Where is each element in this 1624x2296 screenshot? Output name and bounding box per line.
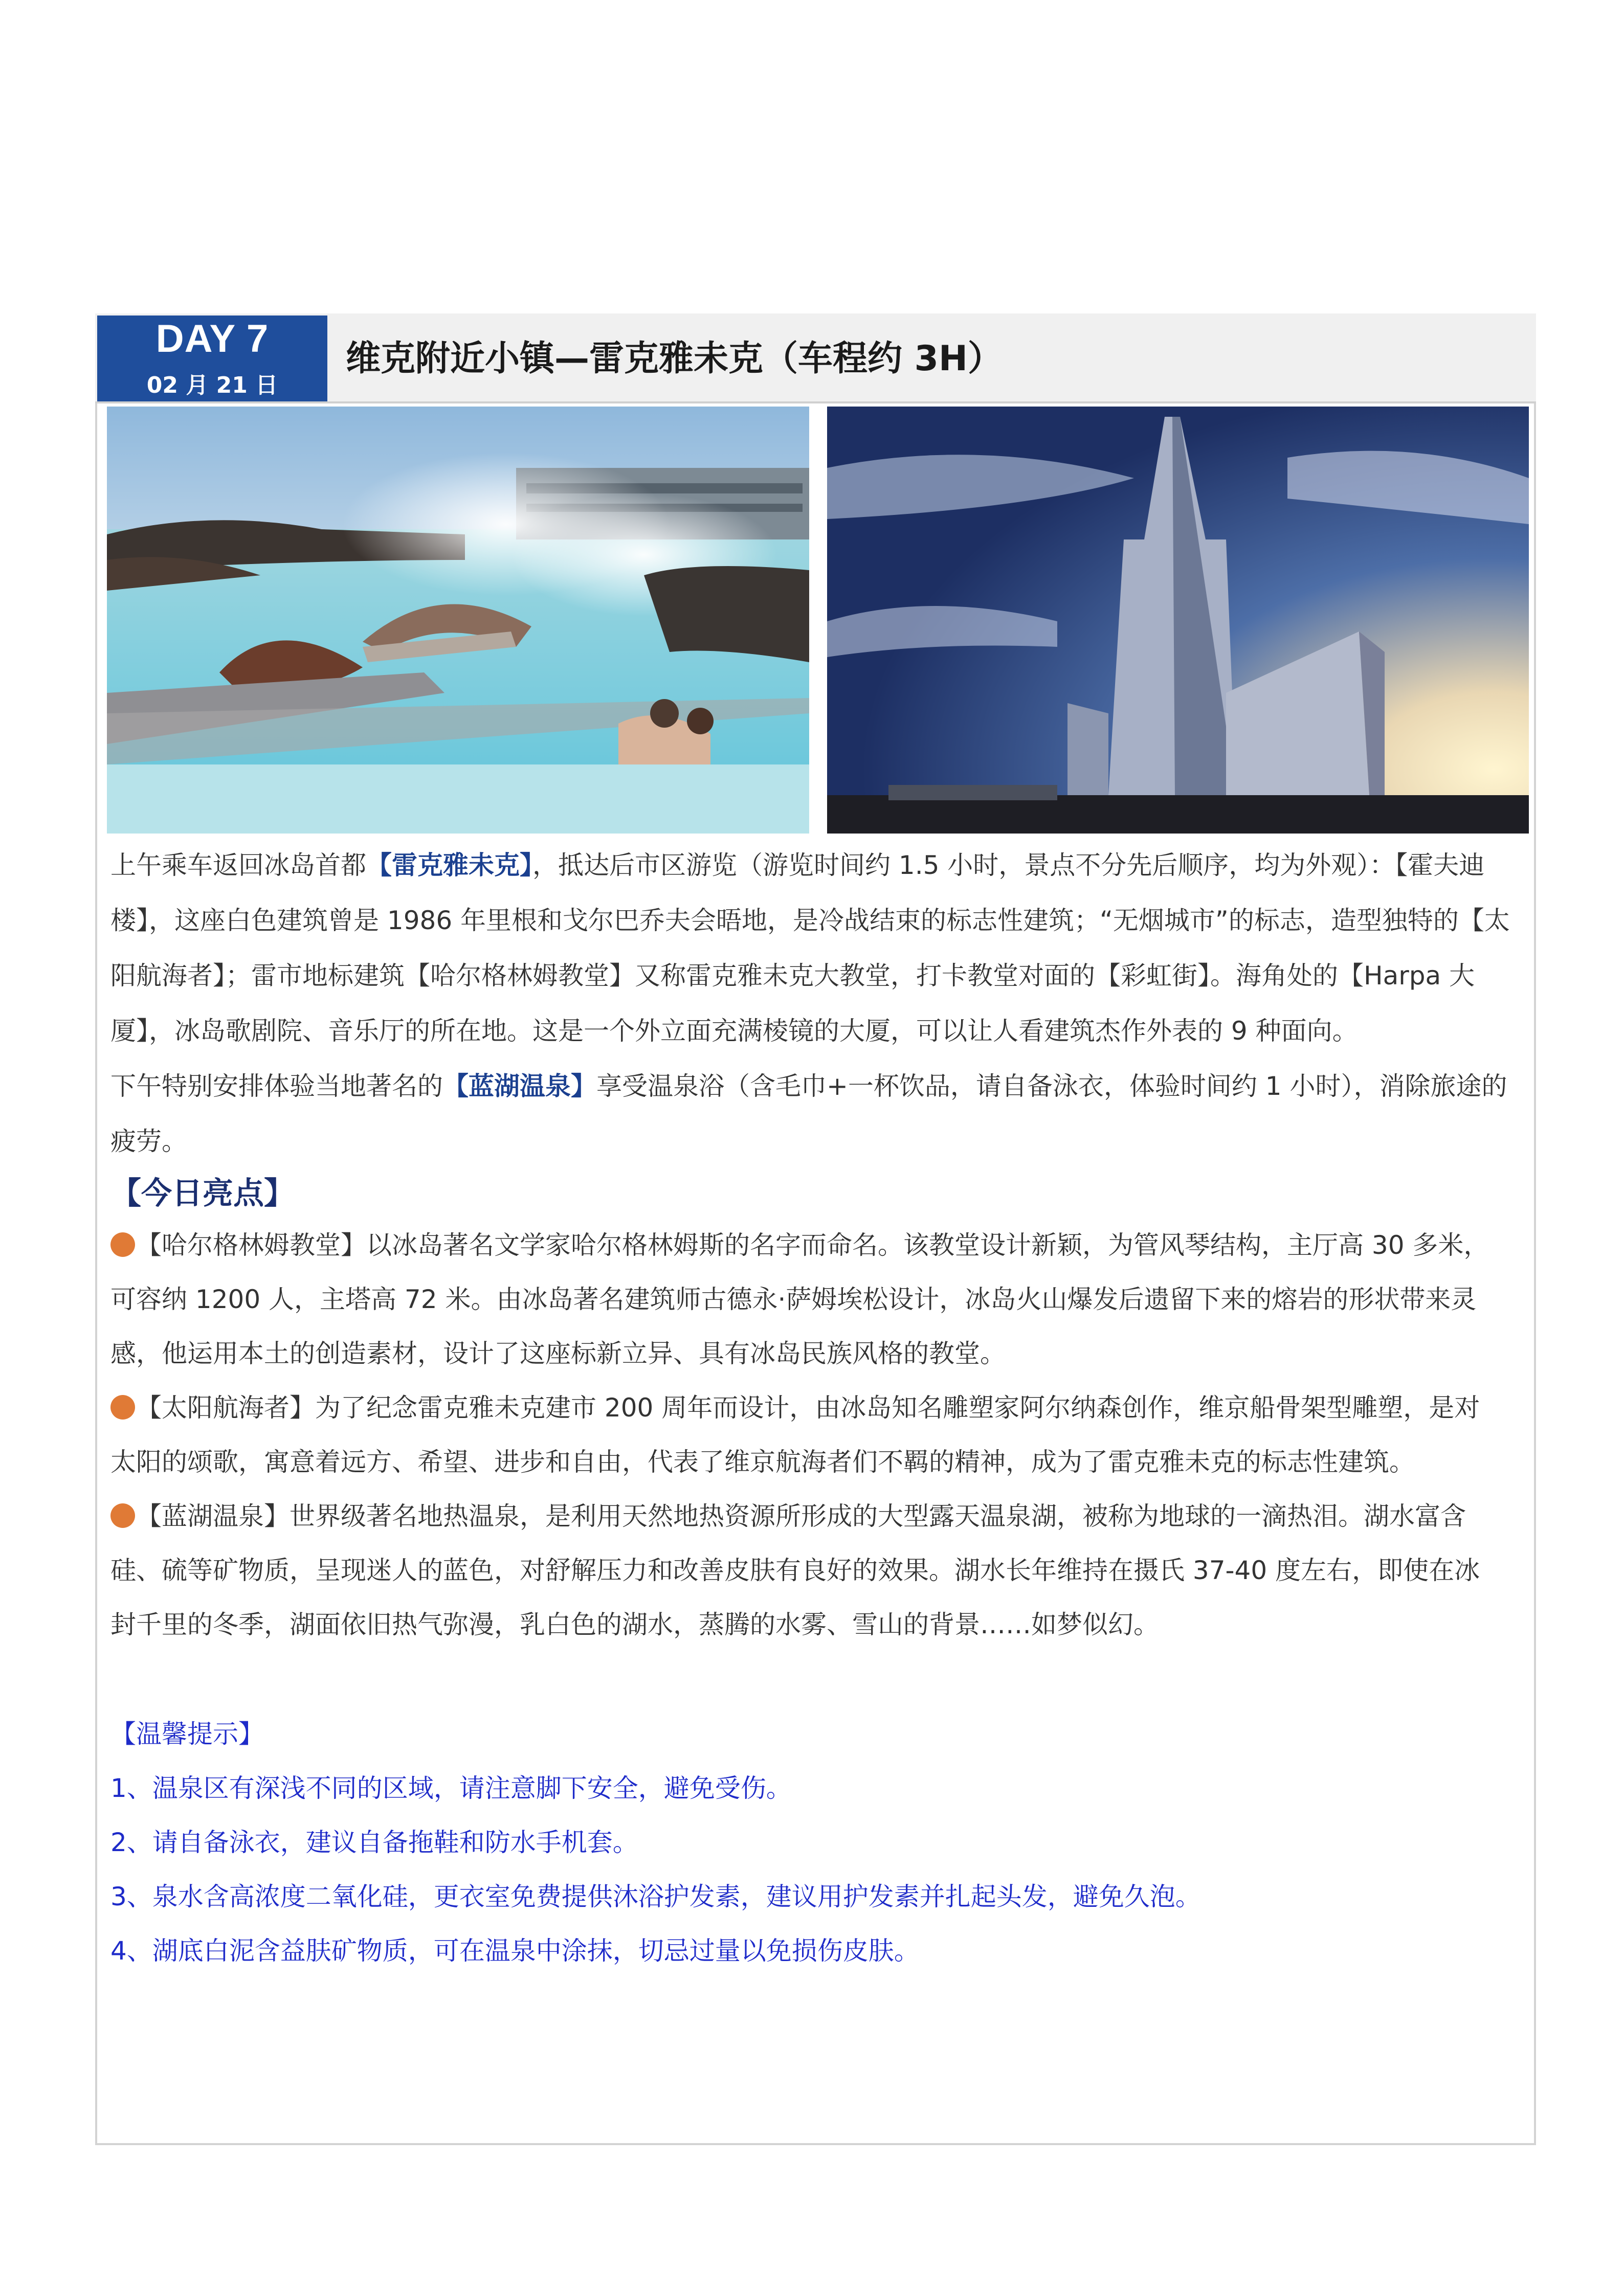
intro-2-text-cont: 享受温泉浴（含毛巾+一杯饮品，请自备泳衣，体验时间约 1 小时），消除旅途的疲劳。 [110,1071,1507,1156]
day-number: DAY 7 [155,317,269,361]
highlight-item [110,1381,1492,1489]
highlight-text: 【蓝湖温泉】世界级著名地热温泉，是利用天然地热资源所形成的大型露天温泉湖，被称为地球的一滴热泪。湖水富含硅、硫等矿物质，呈现迷人的蓝色，对舒解压力和改善皮肤有良好的效果。湖水长年维持在摄氏 37-40 度左右，即使在冰封千里的冬季，湖面依旧热气弥漫，乳白色的湖水，蒸腾的水雾、雪山的背景……如梦似幻。 [110,1501,1480,1639]
highlight-text: 【哈尔格林姆教堂】以冰岛著名文学家哈尔格林姆斯的名字而命名。该教堂设计新颖，为管风琴结构，主厅高 30 多米，可容纳 1200 人，主塔高 72 米。由冰岛著名建筑师古德永·萨姆埃松设计，冰岛火山爆发后遗留下来的熔岩的形状带来灵感，他运用本土的创造素材，设计了这座标新立异、具有冰岛民族风格的教堂。 [110,1230,1489,1368]
highlight-item [110,1218,1492,1381]
tips-title: 【温馨提示】 [110,1719,264,1749]
day-content [110,838,1522,1978]
orange-bullet-icon [110,1232,135,1257]
intro-2-text: 下午特别安排体验当地著名的 [110,1071,443,1101]
intro-1-text: 上午乘车返回冰岛首都 [110,850,366,880]
blue-lagoon-photo [107,407,809,834]
spacer [110,1652,1522,1707]
hallgrimskirkja-photo [827,407,1529,834]
intro-1-text-cont: ，抵达后市区游览（游览时间约 1.5 小时，景点不分先后顺序，均为外观）：【霍夫迪楼】，这座白色建筑曾是 1986 年里根和戈尔巴乔夫会晤地，是冷战结束的标志性建筑；“无烟城市”的标志，造型独特的【太阳航海者】；雷市地标建筑【哈尔格林姆教堂】又称雷克雅未克大教堂，打卡教堂对面的【彩虹街】。海角处的【Harpa 大厦】，冰岛歌剧院、音乐厅的所在地。这是一个外立面充满棱镜的大厦，可以让人看建筑杰作外表的 9 种面向。 [110,850,1510,1046]
day-date: 02 月 21 日 [146,372,278,398]
intro-paragraph-2 [110,1059,1522,1169]
tip-item: 3、泉水含高浓度二氧化硅，更衣室免费提供沐浴护发素，建议用护发素并扎起头发，避免久泡。 [110,1882,1201,1911]
highlights-title: 【今日亮点】 [110,1176,295,1211]
tip-item: 4、湖底白泥含益肤矿物质，可在温泉中涂抹，切忌过量以免损伤皮肤。 [110,1936,920,1966]
blue-lagoon-highlight: 【蓝湖温泉】 [443,1071,596,1101]
orange-bullet-icon [110,1503,135,1528]
tip-item: 1、温泉区有深浅不同的区域，请注意脚下安全，避免受伤。 [110,1773,792,1803]
intro-paragraph-1 [110,838,1522,1059]
reykjavik-highlight: 【雷克雅未克】 [366,850,532,880]
highlight-item [110,1489,1492,1652]
highlight-text: 【太阳航海者】为了纪念雷克雅未克建市 200 周年而设计，由冰岛知名雕塑家阿尔纳森创作，维京船骨架型雕塑，是对太阳的颂歌，寓意着远方、希望、进步和自由，代表了维京航海者们不羁的精神，成为了雷克雅未克的标志性建筑。 [110,1393,1480,1477]
tips-section [110,1707,1522,1978]
day-badge [97,316,327,401]
day-title: 维克附近小镇—雷克雅未克（车程约 3H） [346,339,1003,379]
orange-bullet-icon [110,1395,135,1420]
tip-item: 2、请自备泳衣，建议自备拖鞋和防水手机套。 [110,1828,638,1857]
